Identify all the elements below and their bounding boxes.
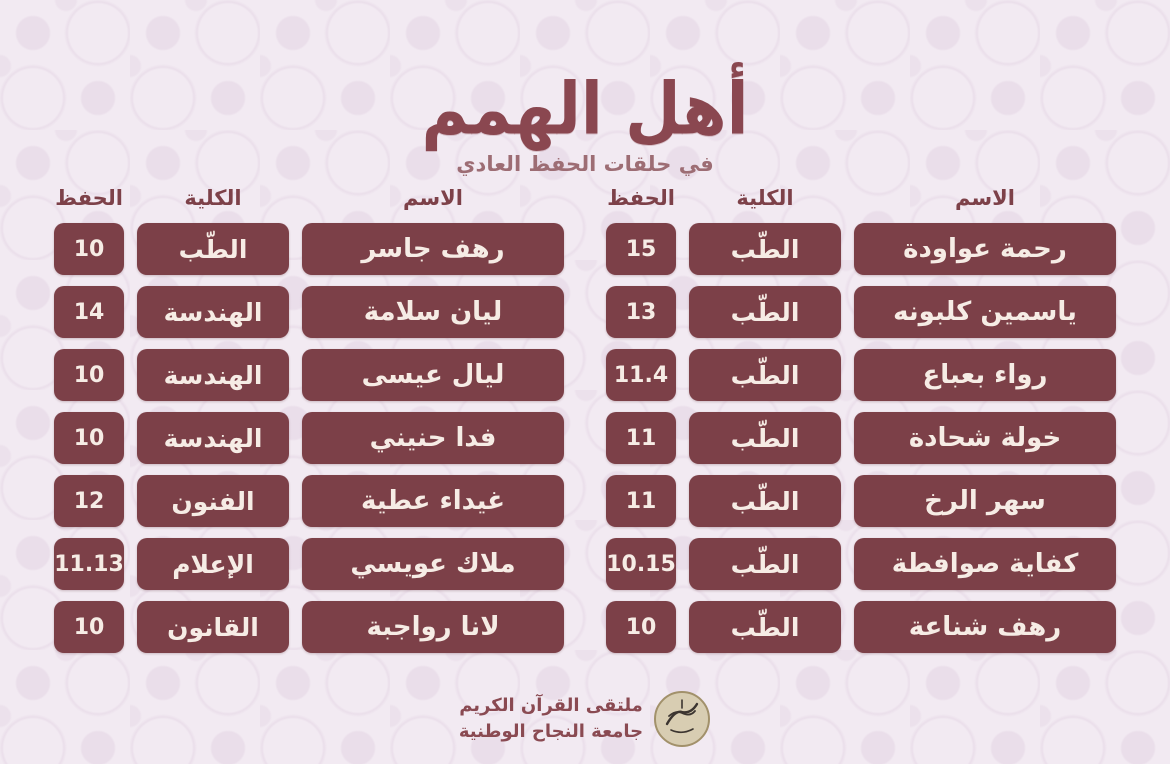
student-score: 10 <box>606 601 676 653</box>
student-name: رهف جاسر <box>302 223 564 275</box>
honor-table-left <box>54 186 564 653</box>
student-college: الفنون <box>137 475 289 527</box>
student-name: رحمة عواودة <box>854 223 1116 275</box>
student-score: 10 <box>54 349 124 401</box>
student-college: القانون <box>137 601 289 653</box>
student-score: 10 <box>54 601 124 653</box>
student-score: 10 <box>54 223 124 275</box>
student-college: الطّب <box>689 286 841 338</box>
student-college: الهندسة <box>137 412 289 464</box>
student-score: 13 <box>606 286 676 338</box>
student-college: الطّب <box>137 223 289 275</box>
student-college: الطّب <box>689 223 841 275</box>
student-name: ملاك عويسي <box>302 538 564 590</box>
footer-line1: ملتقى القرآن الكريم <box>459 694 643 716</box>
student-score: 11.4 <box>606 349 676 401</box>
student-score: 10.15 <box>606 538 676 590</box>
subtitle: في حلقات الحفظ العادي <box>456 152 714 176</box>
student-college: الطّب <box>689 601 841 653</box>
student-name: رهف شناعة <box>854 601 1116 653</box>
student-college: الطّب <box>689 475 841 527</box>
tables-container <box>0 178 1170 653</box>
student-college: الهندسة <box>137 349 289 401</box>
student-name: ليال عيسى <box>302 349 564 401</box>
poster-header <box>0 0 1170 178</box>
footer-line2: جامعة النجاح الوطنية <box>458 721 644 742</box>
student-college: الطّب <box>689 538 841 590</box>
student-score: 15 <box>606 223 676 275</box>
column-header-score: الحفظ <box>607 186 675 210</box>
column-header-name: الاسم <box>955 186 1015 210</box>
column-header-name: الاسم <box>403 186 463 210</box>
column-header-college: الكلية <box>184 186 242 210</box>
student-name: ليان سلامة <box>302 286 564 338</box>
column-header-score: الحفظ <box>55 186 123 210</box>
honor-table-right <box>606 186 1116 653</box>
student-name: رواء بعباع <box>854 349 1116 401</box>
student-score: 12 <box>54 475 124 527</box>
student-score: 11 <box>606 475 676 527</box>
student-college: الهندسة <box>137 286 289 338</box>
student-name: فدا حنيني <box>302 412 564 464</box>
column-header-college: الكلية <box>736 186 794 210</box>
student-college: الطّب <box>689 412 841 464</box>
student-name: كفاية صوافطة <box>854 538 1116 590</box>
student-score: 14 <box>54 286 124 338</box>
student-college: الإعلام <box>137 538 289 590</box>
student-name: سهر الرخ <box>854 475 1116 527</box>
footer <box>0 690 1170 748</box>
student-score: 10 <box>54 412 124 464</box>
student-name: خولة شحادة <box>854 412 1116 464</box>
student-score: 11 <box>606 412 676 464</box>
footer-text <box>459 693 643 745</box>
student-name: ياسمين كلبونه <box>854 286 1116 338</box>
student-name: غيداء عطية <box>302 475 564 527</box>
student-score: 11.13 <box>54 538 124 590</box>
student-college: الطّب <box>689 349 841 401</box>
quran-forum-logo-icon <box>653 690 711 748</box>
title-calligraphy: أهل الهمم <box>421 68 749 152</box>
student-name: لانا رواجبة <box>302 601 564 653</box>
